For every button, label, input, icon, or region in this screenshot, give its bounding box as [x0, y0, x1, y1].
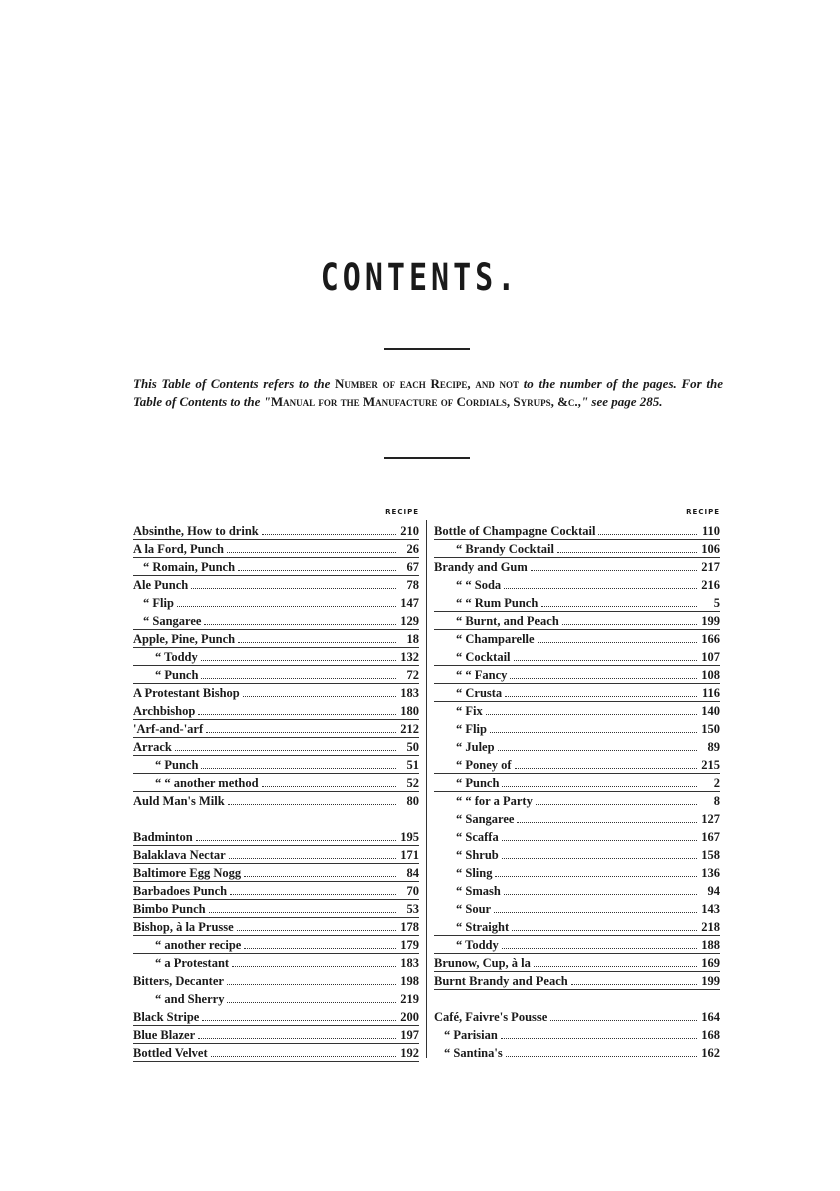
dot-leader [206, 722, 396, 733]
dot-leader [244, 938, 396, 949]
contents-entry [434, 1026, 720, 1044]
contents-entry [434, 738, 720, 756]
recipe-number: 166 [701, 632, 720, 646]
dot-leader [198, 1028, 396, 1039]
contents-entry [133, 522, 419, 540]
contents-entry [434, 720, 720, 738]
dot-leader [531, 560, 697, 571]
dot-leader [243, 686, 396, 697]
contents-entry [434, 774, 720, 792]
contents-entry [434, 1044, 720, 1062]
recipe-number: 89 [707, 740, 720, 754]
dot-leader [262, 524, 396, 535]
contents-entry [434, 648, 720, 666]
recipe-number: 110 [701, 524, 720, 538]
dot-leader [232, 956, 396, 967]
dot-leader [550, 1010, 697, 1021]
contents-entry [133, 666, 419, 684]
dot-leader [515, 758, 697, 769]
entry-label: “ Scaffa [456, 830, 499, 844]
column-header: RECIPE [686, 508, 720, 516]
recipe-number: 199 [701, 614, 720, 628]
contents-entry [133, 972, 419, 990]
dot-leader [201, 758, 396, 769]
recipe-number: 188 [701, 938, 720, 952]
note-part-5: " see page 285. [580, 394, 663, 409]
recipe-number: 116 [701, 686, 720, 700]
recipe-number: 80 [406, 794, 419, 808]
dot-leader [196, 830, 396, 841]
entry-label: “ Straight [456, 920, 510, 934]
dot-leader [238, 632, 396, 643]
entry-label: “ Romain, Punch [143, 560, 236, 574]
recipe-number: 67 [406, 560, 419, 574]
contents-entry [434, 756, 720, 774]
recipe-number: 129 [400, 614, 419, 628]
recipe-number: 179 [400, 938, 419, 952]
dot-leader [204, 614, 396, 625]
column-divider [426, 520, 427, 1058]
entry-label: “ Punch [155, 668, 199, 682]
recipe-number: 2 [713, 776, 720, 790]
entry-label: “ Poney of [456, 758, 512, 772]
contents-entry [133, 540, 419, 558]
recipe-number: 136 [701, 866, 720, 880]
dot-leader [198, 704, 396, 715]
note-part-4: Manual for the Manufacture of Cordials, Syrups, &c., [270, 394, 581, 409]
dot-leader [227, 542, 396, 553]
recipe-number: 78 [406, 578, 419, 592]
recipe-number: 52 [406, 776, 419, 790]
dot-leader [598, 524, 697, 535]
recipe-number: 178 [400, 920, 419, 934]
entry-label: “ Shrub [456, 848, 499, 862]
dot-leader [177, 596, 396, 607]
entry-label: Bottled Velvet [133, 1046, 208, 1060]
entry-label: “ Burnt, and Peach [456, 614, 559, 628]
entry-label: Brunow, Cup, à la [434, 956, 531, 970]
entry-label: “ Sling [456, 866, 493, 880]
contents-entry [133, 954, 419, 972]
recipe-number: 72 [406, 668, 419, 682]
contents-entry [133, 630, 419, 648]
dot-leader [562, 614, 697, 625]
entry-label: Bishop, à la Prusse [133, 920, 234, 934]
right-entries [434, 522, 720, 1062]
contents-entry [434, 630, 720, 648]
entry-label: “ Flip [143, 596, 174, 610]
recipe-number: 143 [701, 902, 720, 916]
dot-leader [494, 902, 697, 913]
dot-leader [506, 1046, 697, 1057]
entry-label: “ another recipe [155, 938, 242, 952]
entry-label: Bottle of Champagne Cocktail [434, 524, 596, 538]
recipe-number: 210 [400, 524, 419, 538]
recipe-number: 197 [400, 1028, 419, 1042]
contents-column-right [434, 508, 720, 1062]
contents-entry [133, 1044, 419, 1062]
dot-leader [227, 992, 396, 1003]
entry-label: “ Toddy [456, 938, 499, 952]
entry-label: “ “ for a Party [456, 794, 533, 808]
dot-leader [490, 722, 697, 733]
recipe-number: 183 [400, 956, 419, 970]
recipe-number: 94 [707, 884, 720, 898]
recipe-number: 180 [400, 704, 419, 718]
dot-leader [502, 830, 697, 841]
recipe-number: 219 [400, 992, 419, 1006]
dot-leader [498, 740, 697, 751]
contents-entry [133, 738, 419, 756]
contents-entry [434, 792, 720, 810]
dot-leader [541, 596, 697, 607]
dot-leader [571, 974, 697, 985]
contents-entry [133, 702, 419, 720]
recipe-number: 162 [701, 1046, 720, 1060]
recipe-number: 51 [406, 758, 419, 772]
recipe-number: 218 [701, 920, 720, 934]
entry-label: “ a Protestant [155, 956, 230, 970]
recipe-number: 195 [400, 830, 419, 844]
recipe-number: 167 [701, 830, 720, 844]
recipe-number: 183 [400, 686, 419, 700]
recipe-number: 8 [713, 794, 720, 808]
entry-label: Archbishop [133, 704, 196, 718]
entry-label: “ Brandy Cocktail [456, 542, 554, 556]
contents-column-left [133, 508, 419, 1062]
entry-label: Baltimore Egg Nogg [133, 866, 242, 880]
entry-label: Black Stripe [133, 1010, 200, 1024]
entry-label: Bimbo Punch [133, 902, 206, 916]
contents-entry [133, 720, 419, 738]
contents-entry [133, 864, 419, 882]
recipe-number: 200 [400, 1010, 419, 1024]
page-title: CONTENTS. [320, 256, 520, 300]
recipe-number: 53 [406, 902, 419, 916]
dot-leader [262, 776, 396, 787]
contents-entry [434, 612, 720, 630]
dot-leader [557, 542, 697, 553]
entry-label: “ Fix [456, 704, 483, 718]
note-part-3: to the number of the pages. For the Table of Contents to the " [133, 376, 723, 409]
dot-leader [501, 1028, 697, 1039]
dot-leader [534, 956, 697, 967]
dot-leader [504, 884, 697, 895]
contents-entry [434, 864, 720, 882]
dot-leader [514, 650, 697, 661]
contents-entry [133, 918, 419, 936]
recipe-number: 216 [701, 578, 720, 592]
contents-entry [434, 954, 720, 972]
note-part-2: Number of each Recipe, and not [335, 376, 520, 391]
recipe-number: 215 [701, 758, 720, 772]
recipe-number: 140 [701, 704, 720, 718]
left-entries [133, 522, 419, 1062]
entry-label: “ Sangaree [456, 812, 515, 826]
entry-label: “ and Sherry [155, 992, 225, 1006]
dot-leader [227, 974, 396, 985]
contents-entry [133, 594, 419, 612]
contents-entry [434, 990, 720, 1008]
recipe-number: 171 [400, 848, 419, 862]
recipe-number: 127 [701, 812, 720, 826]
contents-entry [434, 1008, 720, 1026]
recipe-number: 70 [406, 884, 419, 898]
recipe-number: 168 [701, 1028, 720, 1042]
dot-leader [538, 632, 697, 643]
dot-leader [495, 866, 697, 877]
entry-label: “ Sour [456, 902, 492, 916]
dot-leader [191, 578, 396, 589]
contents-entry [133, 990, 419, 1008]
entry-label: “ Smash [456, 884, 501, 898]
entry-label: Bitters, Decanter [133, 974, 224, 988]
entry-label: 'Arf-and-'arf [133, 722, 204, 736]
recipe-number: 198 [400, 974, 419, 988]
contents-entry [133, 558, 419, 576]
contents-entry [133, 810, 419, 828]
contents-entry [133, 1026, 419, 1044]
dot-leader [502, 776, 697, 787]
entry-label: A Protestant Bishop [133, 686, 240, 700]
entry-label: Auld Man's Milk [133, 794, 225, 808]
recipe-number: 106 [701, 542, 720, 556]
entry-label: “ Parisian [444, 1028, 498, 1042]
dot-leader [502, 938, 697, 949]
recipe-number: 164 [701, 1010, 720, 1024]
recipe-number: 5 [713, 596, 720, 610]
recipe-number: 199 [701, 974, 720, 988]
entry-label: Absinthe, How to drink [133, 524, 259, 538]
contents-entry [133, 576, 419, 594]
dot-leader [486, 704, 697, 715]
recipe-number: 169 [701, 956, 720, 970]
contents-entry [434, 666, 720, 684]
contents-entry [133, 828, 419, 846]
contents-entry [434, 684, 720, 702]
contents-entry [434, 540, 720, 558]
entry-label: A la Ford, Punch [133, 542, 224, 556]
contents-entry [434, 828, 720, 846]
contents-entry [133, 846, 419, 864]
entry-label: “ Julep [456, 740, 495, 754]
title-rule-top [384, 348, 470, 350]
entry-label: Brandy and Gum [434, 560, 528, 574]
recipe-number: 132 [400, 650, 419, 664]
recipe-number: 158 [701, 848, 720, 862]
recipe-number: 147 [400, 596, 419, 610]
entry-label: Burnt Brandy and Peach [434, 974, 568, 988]
recipe-number: 212 [400, 722, 419, 736]
contents-entry [434, 918, 720, 936]
contents-entry [434, 900, 720, 918]
recipe-number: 50 [406, 740, 419, 754]
contents-entry [434, 576, 720, 594]
dot-leader [230, 884, 396, 895]
entry-label: Blue Blazer [133, 1028, 196, 1042]
contents-entry [133, 936, 419, 954]
recipe-number: 150 [701, 722, 720, 736]
entry-label: “ “ Rum Punch [456, 596, 539, 610]
contents-note [133, 375, 723, 411]
entry-label: “ Champarelle [456, 632, 535, 646]
contents-entry [133, 882, 419, 900]
entry-label: “ “ Fancy [456, 668, 508, 682]
contents-entry [133, 900, 419, 918]
dot-leader [201, 668, 396, 679]
dot-leader [505, 686, 697, 697]
recipe-number: 108 [701, 668, 720, 682]
entry-label: “ Toddy [155, 650, 198, 664]
contents-entry [133, 612, 419, 630]
contents-entry [133, 792, 419, 810]
dot-leader [228, 794, 396, 805]
dot-leader [211, 1046, 396, 1057]
entry-label: “ Punch [155, 758, 199, 772]
contents-entry [434, 936, 720, 954]
contents-entry [434, 702, 720, 720]
entry-label: “ Santina's [444, 1046, 503, 1060]
dot-leader [175, 740, 396, 751]
entry-label: Balaklava Nectar [133, 848, 226, 862]
dot-leader [512, 920, 697, 931]
entry-label: Ale Punch [133, 578, 189, 592]
note-part-1: This Table of Contents refers to the [133, 376, 336, 391]
entry-label: Barbadoes Punch [133, 884, 228, 898]
entry-label: “ Punch [456, 776, 500, 790]
dot-leader [536, 794, 697, 805]
contents-entry [133, 756, 419, 774]
entry-label: “ Cocktail [456, 650, 511, 664]
contents-entry [434, 522, 720, 540]
dot-leader [517, 812, 697, 823]
dot-leader [202, 1010, 396, 1021]
recipe-number: 84 [406, 866, 419, 880]
entry-label: “ “ another method [155, 776, 259, 790]
entry-label: “ Sangaree [143, 614, 202, 628]
recipe-number: 217 [701, 560, 720, 574]
entry-label: Badminton [133, 830, 193, 844]
entry-label: Café, Faivre's Pousse [434, 1010, 548, 1024]
contents-entry [434, 882, 720, 900]
contents-entry [133, 1008, 419, 1026]
column-header: RECIPE [385, 508, 419, 516]
contents-entry [434, 810, 720, 828]
contents-entry [434, 558, 720, 576]
contents-entry [434, 846, 720, 864]
entry-label: Apple, Pine, Punch [133, 632, 236, 646]
entry-label: “ Crusta [456, 686, 503, 700]
contents-entry [133, 774, 419, 792]
note-rule-bottom [384, 457, 470, 459]
recipe-number: 107 [701, 650, 720, 664]
contents-entry [434, 594, 720, 612]
dot-leader [502, 848, 697, 859]
dot-leader [510, 668, 697, 679]
entry-label: “ “ Soda [456, 578, 502, 592]
dot-leader [229, 848, 396, 859]
entry-label: Arrack [133, 740, 172, 754]
contents-entry [133, 684, 419, 702]
recipe-number: 192 [400, 1046, 419, 1060]
recipe-number: 18 [406, 632, 419, 646]
dot-leader [201, 650, 396, 661]
dot-leader [504, 578, 697, 589]
contents-entry [133, 648, 419, 666]
entry-label: “ Flip [456, 722, 487, 736]
recipe-number: 26 [406, 542, 419, 556]
dot-leader [209, 902, 396, 913]
contents-entry [434, 972, 720, 990]
dot-leader [238, 560, 396, 571]
dot-leader [244, 866, 396, 877]
dot-leader [237, 920, 396, 931]
